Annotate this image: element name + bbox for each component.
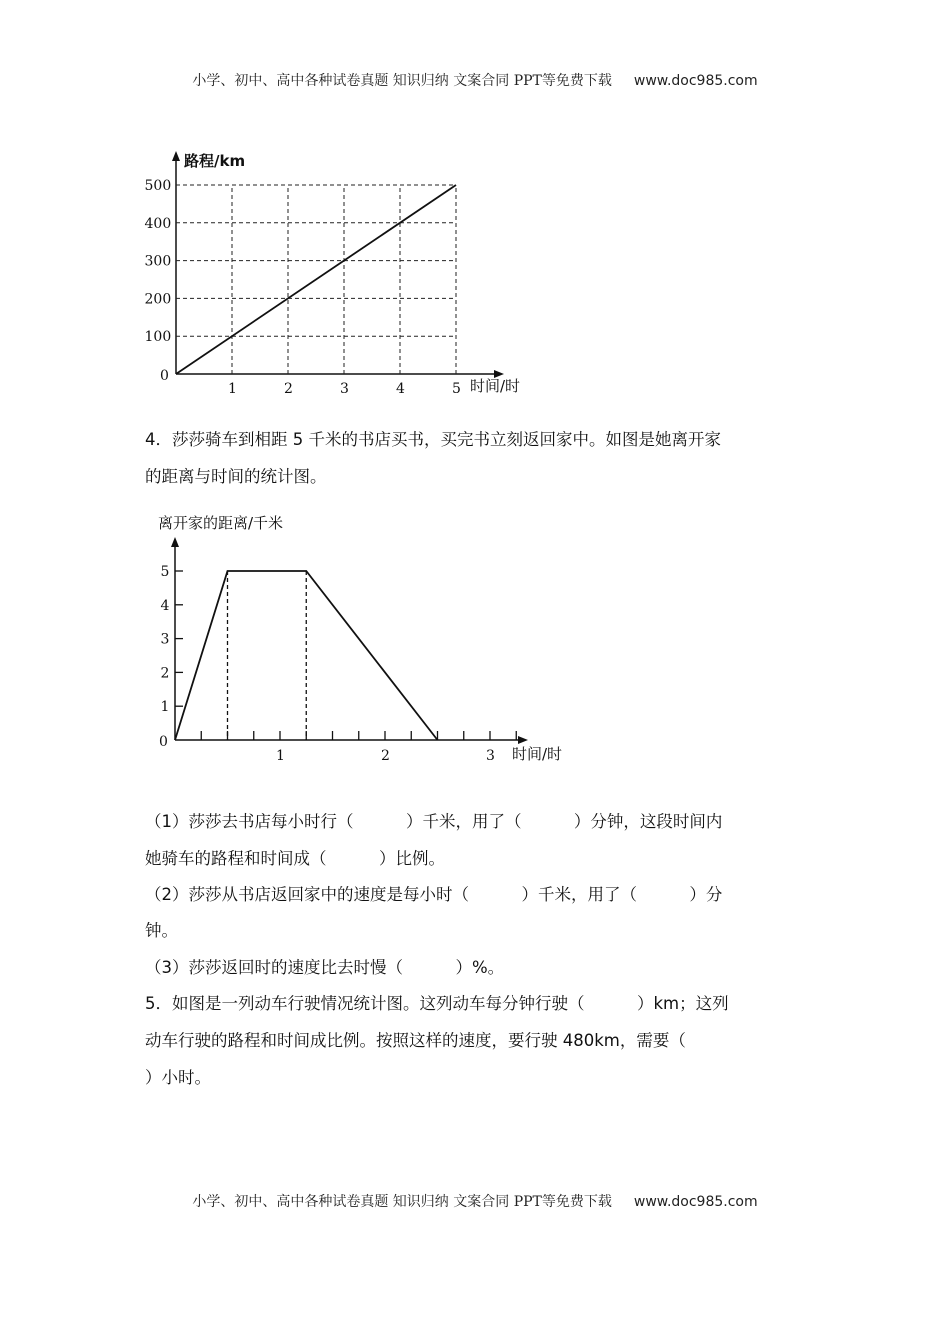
x-tick-label: 2: [381, 748, 390, 764]
y-tick-label: 100: [144, 329, 172, 346]
question-5-text: 5．如图是一列动车行驶情况统计图。这列动车每分钟行驶（ ）km；这列: [145, 994, 729, 1013]
sub-question-3: （3）莎莎返回时的速度比去时慢（ ）%。: [145, 958, 505, 977]
question-5-text-cont: 动车行驶的路程和时间成比例。按照这样的速度，要行驶 480km，需要（: [145, 1031, 686, 1050]
origin-label: 0: [160, 368, 169, 384]
page-footer: [0, 1191, 950, 1211]
sub-question-1: （1）莎莎去书店每小时行（ ）千米，用了（ ）分钟，这段时间内: [145, 812, 723, 831]
y-axis-arrow-icon: [171, 537, 179, 547]
x-tick-label: 3: [486, 748, 495, 764]
y-tick-label: 300: [144, 253, 172, 270]
y-tick-label: 400: [144, 215, 172, 232]
y-tick-label: 4: [160, 597, 170, 614]
footer-url[interactable]: www.doc985.com: [633, 1194, 758, 1210]
x-tick-label: 2: [284, 381, 293, 397]
question-5-text-end: ）小时。: [145, 1068, 211, 1087]
header-url[interactable]: www.doc985.com: [633, 73, 758, 89]
origin-label: 0: [159, 734, 168, 750]
sub-question-2-cont: 钟。: [145, 921, 178, 940]
y-axis-title: 离开家的距离/千米: [158, 514, 284, 532]
y-tick-label: 5: [160, 564, 170, 580]
footer-text: 小学、初中、高中各种试卷真题 知识归纳 文案合同 PPT等免费下载: [192, 1194, 612, 1210]
y-tick-label: 1: [160, 699, 170, 716]
y-axis-title: 路程/km: [184, 152, 246, 170]
x-tick-label: 1: [276, 748, 285, 764]
y-tick-label: 200: [144, 291, 172, 308]
x-axis-arrow-icon: [518, 736, 528, 744]
sub-question-1-cont: 她骑车的路程和时间成（ ）比例。: [145, 849, 445, 868]
y-tick-label: 500: [144, 178, 172, 194]
x-tick-label: 5: [452, 381, 461, 397]
x-tick-label: 3: [340, 381, 349, 397]
x-axis-title: 时间/时: [470, 377, 521, 395]
y-tick-label: 3: [160, 631, 170, 648]
x-axis-title: 时间/时: [512, 745, 563, 763]
question-4-text: 4．莎莎骑车到相距 5 千米的书店买书，买完书立刻返回家中。如图是她离开家: [145, 430, 721, 449]
x-tick-label: 4: [396, 381, 405, 397]
sub-question-2: （2）莎莎从书店返回家中的速度是每小时（ ）千米，用了（ ）分: [145, 885, 723, 904]
question-4-text-cont: 的距离与时间的统计图。: [145, 467, 327, 486]
y-tick-label: 2: [160, 665, 170, 682]
header-text: 小学、初中、高中各种试卷真题 知识归纳 文案合同 PPT等免费下载: [192, 73, 612, 89]
x-tick-label: 1: [228, 381, 237, 397]
